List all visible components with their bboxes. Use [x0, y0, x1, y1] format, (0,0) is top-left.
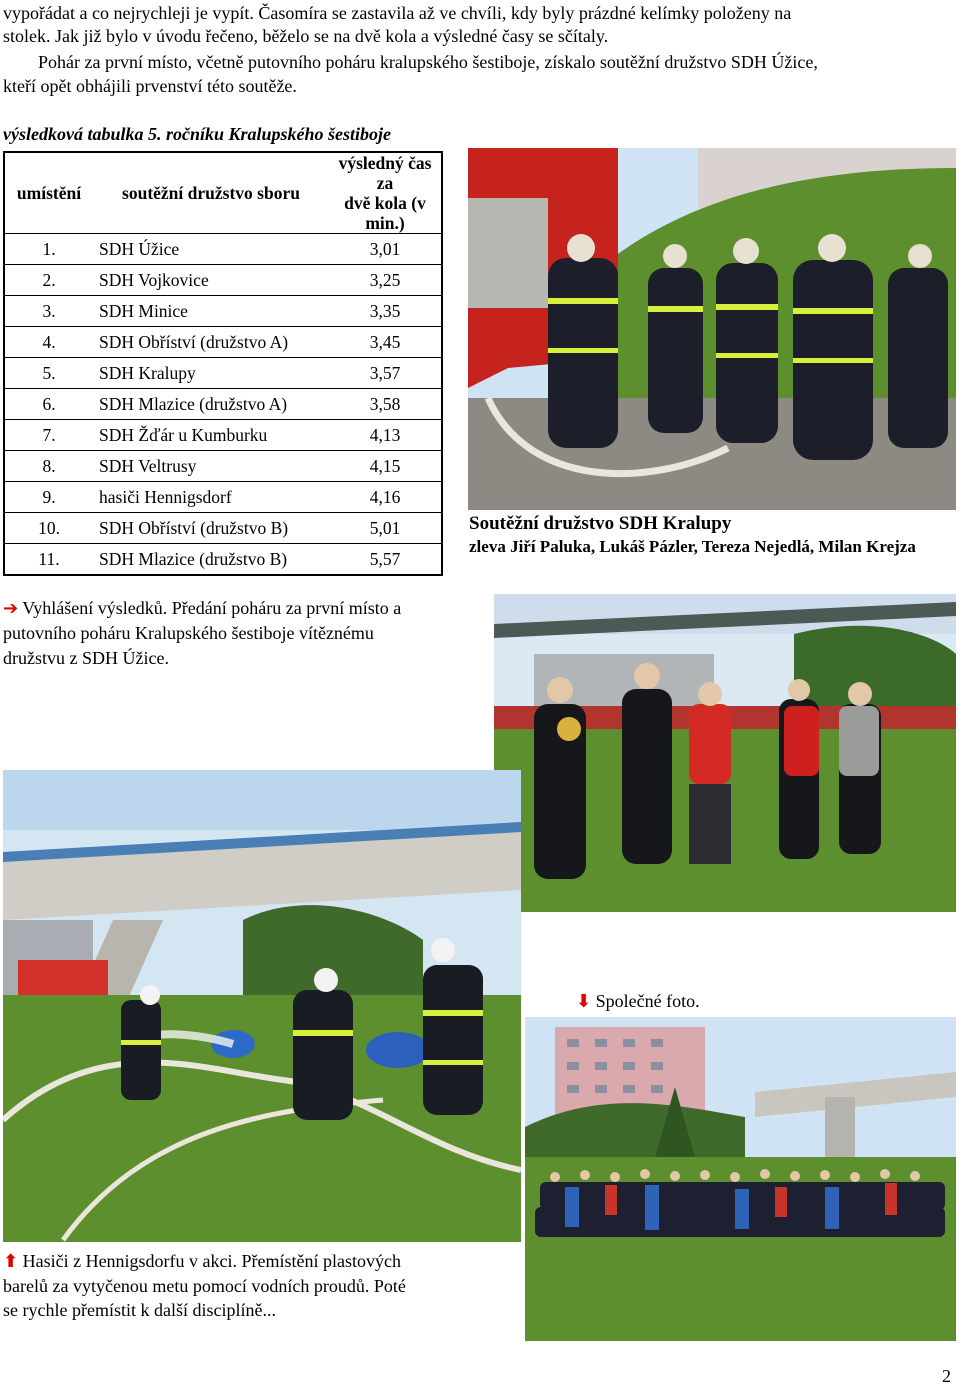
- table-title: výsledková tabulka 5. ročníku Kralupského šestiboje: [3, 124, 392, 144]
- arrow-right-icon: ➔: [3, 598, 19, 619]
- caption-results-line2: putovního poháru Kralupského šestiboje vítěznému: [3, 623, 374, 643]
- results-table: [3, 151, 443, 576]
- row-time: 4,15: [329, 451, 442, 482]
- row-time: 4,13: [329, 420, 442, 451]
- photo-group: [525, 1017, 956, 1341]
- row-rank: 8.: [4, 451, 93, 482]
- row-time: 3,45: [329, 327, 442, 358]
- table-row: [4, 327, 442, 358]
- row-team: SDH Veltrusy: [93, 451, 329, 482]
- table-header-row: [4, 152, 442, 234]
- table-row: [4, 544, 442, 576]
- row-team: SDH Mlazice (družstvo B): [99, 548, 288, 569]
- table-row: [4, 420, 442, 451]
- caption-hennigsdorf-line3: se rychle přemístit k další disciplíně...: [3, 1300, 276, 1320]
- row-team: SDH Kralupy: [93, 358, 329, 389]
- caption-results-line2-wrap: [3, 622, 489, 645]
- photo-hennigsdorf: [3, 770, 521, 1242]
- caption-results-line1: Vyhlášení výsledků. Předání poháru za první místo a: [22, 598, 402, 618]
- photo-awards: [494, 594, 956, 912]
- header-time-line1: výsledný čas za: [338, 153, 432, 193]
- row-team: SDH Obříství (družstvo B): [93, 513, 329, 544]
- row-team: SDH Obříství (družstvo A): [93, 327, 329, 358]
- table-row: [4, 482, 442, 513]
- row-time: 4,16: [329, 482, 442, 513]
- row-team: SDH Vojkovice: [93, 265, 329, 296]
- caption-group: [576, 990, 700, 1013]
- intro-line-2: stolek. Jak již bylo v úvodu řečeno, běželo se na dvě kola a výsledné časy se sčítaly.: [3, 26, 609, 46]
- table-row: [4, 451, 442, 482]
- row-time: 3,25: [329, 265, 442, 296]
- table-row: [4, 513, 442, 544]
- header-team: soutěžní družstvo sboru: [93, 152, 329, 234]
- row-time: 5,57: [369, 548, 401, 569]
- page-number: 2: [942, 1366, 951, 1386]
- row-rank: 10.: [4, 513, 93, 544]
- caption-group-text: Společné foto.: [595, 991, 700, 1011]
- header-time-line2: dvě kola (v min.): [344, 193, 426, 233]
- table-row: [4, 234, 442, 265]
- caption-kralupy-names: zleva Jiří Paluka, Lukáš Pázler, Tereza Nejedlá, Milan Krejza: [469, 537, 916, 556]
- caption-results-line3-wrap: [3, 647, 489, 670]
- table-row: [4, 358, 442, 389]
- caption-hennigsdorf-line3-wrap: [3, 1299, 497, 1322]
- caption-results-line3: družstvu z SDH Úžice.: [3, 648, 169, 668]
- caption-hennigsdorf: [3, 1250, 497, 1273]
- row-rank: 6.: [4, 389, 93, 420]
- row-team: SDH Úžice: [93, 234, 329, 265]
- caption-hennigsdorf-line2-wrap: [3, 1275, 497, 1298]
- row-rank: 7.: [4, 420, 93, 451]
- row-rank: 9.: [4, 482, 93, 513]
- row-team: hasiči Hennigsdorf: [93, 482, 329, 513]
- row-rank: 4.: [4, 327, 93, 358]
- header-time: [329, 152, 442, 234]
- row-rank: 2.: [4, 265, 93, 296]
- row-rank: 11.: [38, 548, 60, 569]
- caption-hennigsdorf-line2: barelů za vytyčenou metu pomocí vodních proudů. Poté: [3, 1276, 406, 1296]
- row-time: 5,01: [329, 513, 442, 544]
- row-team: SDH Žďár u Kumburku: [93, 420, 329, 451]
- table-row: [4, 389, 442, 420]
- arrow-down-icon: ⬇: [576, 991, 592, 1012]
- row-team: SDH Mlazice (družstvo A): [93, 389, 329, 420]
- intro-line-4: kteří opět obhájili prvenství této soutěže.: [3, 76, 297, 96]
- row-time: 3,01: [329, 234, 442, 265]
- intro-line-3: Pohár za první místo, včetně putovního poháru kralupského šestiboje, získalo soutěžní družstvo SDH Úžice,: [38, 52, 818, 72]
- header-rank: umístění: [4, 152, 93, 234]
- caption-results: [3, 597, 489, 620]
- table-row: [4, 296, 442, 327]
- intro-line-1: vypořádat a co nejrychleji je vypít. Časomíra se zastavila až ve chvíli, kdy byly prázdné kelímky položeny na: [3, 3, 792, 23]
- row-rank: 1.: [4, 234, 93, 265]
- row-rank: 3.: [4, 296, 93, 327]
- caption-hennigsdorf-line1: Hasiči z Hennigsdorfu v akci. Přemístění plastových: [22, 1251, 402, 1271]
- caption-kralupy-title: Soutěžní družstvo SDH Kralupy: [469, 513, 732, 534]
- photo-kralupy-team: [468, 148, 956, 510]
- row-time: 3,35: [329, 296, 442, 327]
- row-time: 3,58: [329, 389, 442, 420]
- arrow-up-icon: ⬆: [3, 1251, 19, 1272]
- table-row: [4, 265, 442, 296]
- row-team: SDH Minice: [93, 296, 329, 327]
- row-rank: 5.: [4, 358, 93, 389]
- row-time: 3,57: [329, 358, 442, 389]
